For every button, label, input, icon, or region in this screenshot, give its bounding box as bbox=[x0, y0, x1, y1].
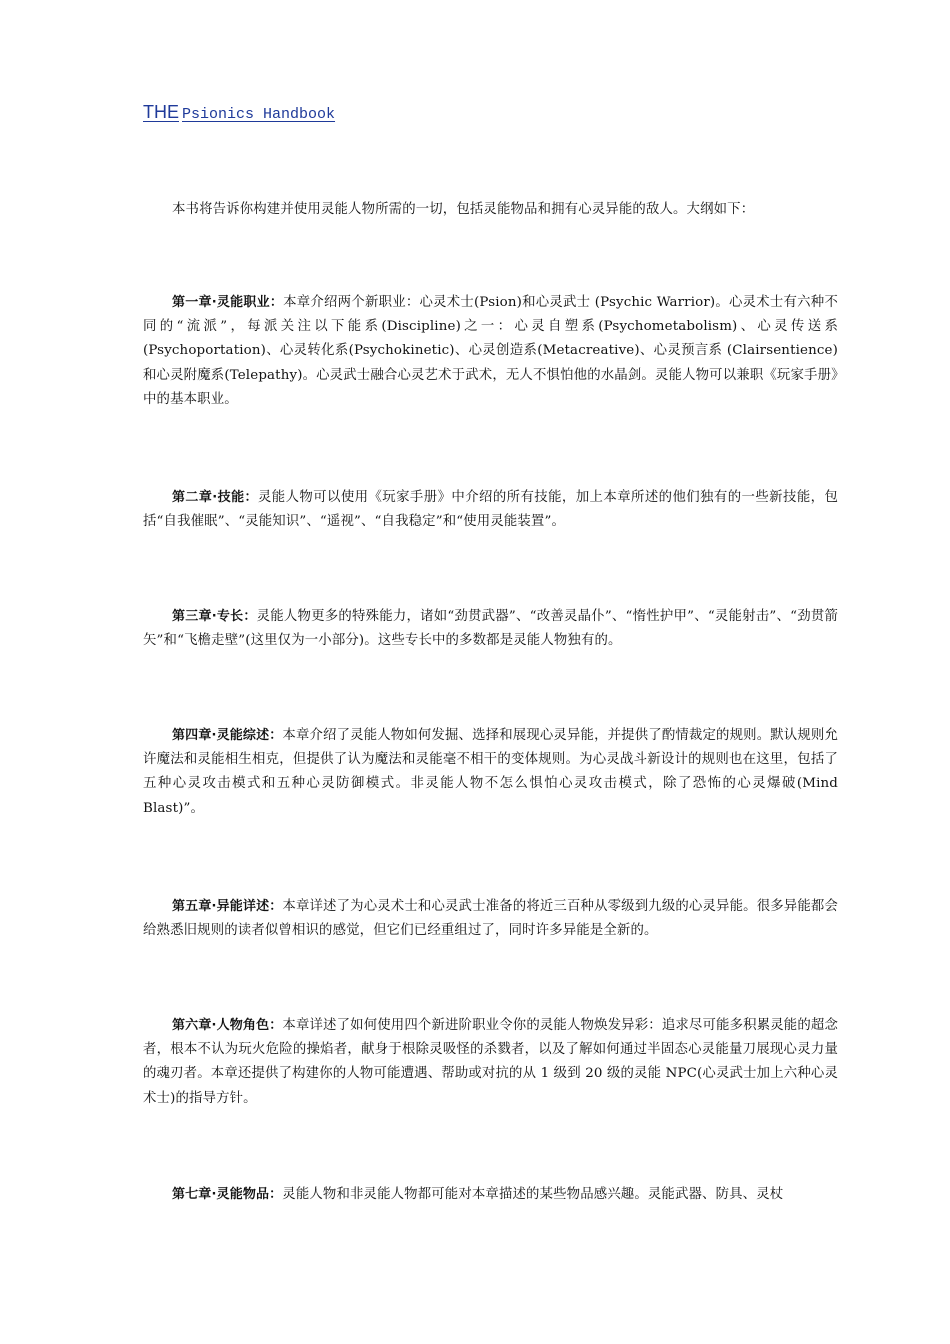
chapter-7-heading: 第七章·灵能物品： bbox=[172, 1187, 283, 1202]
chapter-5-paragraph bbox=[143, 895, 838, 943]
chapter-2-paragraph bbox=[143, 486, 838, 534]
chapter-3-body: 灵能人物更多的特殊能力，诸如“劲贯武器”、“改善灵晶仆”、“惰性护甲”、“灵能射击”、“劲贯箭矢”和“飞檐走壁”(这里仅为一小部分)。这些专长中的多数都是灵能人物独有的。 bbox=[143, 609, 838, 649]
chapter-1-paragraph bbox=[143, 291, 838, 412]
chapter-3-heading: 第三章·专长： bbox=[172, 609, 257, 624]
chapter-6-body: 本章详述了如何使用四个新进阶职业令你的灵能人物焕发异彩：追求尽可能多积累灵能的超念者，根本不认为玩火危险的操焰者，献身于根除灵吸怪的杀戮者，以及了解如何通过半固态心灵能量刀展现心灵力量的魂刃者。本章还提供了构建你的人物可能遭遇、帮助或对抗的从 1 级到 20 级的灵能 NPC(心灵武士加上六种心灵术士)的指导方针。 bbox=[143, 1018, 838, 1106]
chapter-5-body: 本章详述了为心灵术士和心灵武士准备的将近三百种从零级到九级的心灵异能。很多异能都会给熟悉旧规则的读者似曾相识的感觉，但它们已经重组过了，同时许多异能是全新的。 bbox=[143, 899, 838, 939]
chapter-5-heading: 第五章·异能详述： bbox=[172, 899, 283, 914]
chapter-3-paragraph bbox=[143, 605, 838, 653]
chapter-6-paragraph bbox=[143, 1014, 838, 1111]
chapter-1-heading: 第一章·灵能职业： bbox=[172, 295, 284, 310]
chapter-7-paragraph bbox=[143, 1183, 838, 1207]
title-rest: Psionics Handbook bbox=[182, 106, 336, 123]
chapter-4-paragraph bbox=[143, 724, 838, 821]
intro-paragraph: 本书将告诉你构建并使用灵能人物所需的一切，包括灵能物品和拥有心灵异能的敌人。大纲如下： bbox=[172, 202, 755, 217]
chapter-4-heading: 第四章·灵能综述： bbox=[172, 728, 283, 743]
chapter-2-heading: 第二章·技能： bbox=[172, 490, 258, 505]
chapter-2-body: 灵能人物可以使用《玩家手册》中介绍的所有技能，加上本章所述的他们独有的一些新技能，包括“自我催眠”、“灵能知识”、“遥视”、“自我稳定”和“使用灵能装置”。 bbox=[143, 490, 838, 530]
chapter-4-body: 本章介绍了灵能人物如何发掘、选择和展现心灵异能，并提供了酌情裁定的规则。默认规则允许魔法和灵能相生相克，但提供了认为魔法和灵能毫不相干的变体规则。为心灵战斗新设计的规则也在这里，包括了五种心灵攻击模式和五种心灵防御模式。非灵能人物不怎么惧怕心灵攻击模式，除了恐怖的心灵爆破(Mind Blast)”。 bbox=[143, 728, 838, 816]
title-prefix: THE bbox=[143, 102, 179, 122]
chapter-7-body: 灵能人物和非灵能人物都可能对本章描述的某些物品感兴趣。灵能武器、防具、灵杖 bbox=[282, 1187, 784, 1202]
chapter-1-body: 本章介绍两个新职业：心灵术士(Psion)和心灵武士 (Psychic Warrior)。心灵术士有六种不同的“流派”，每派关注以下能系(Discipline)之一：心灵自塑系(Psychometabolism)、心灵传送系(Psychoportation)、心灵转化系(Psychokinetic)、心灵创造系(Metacreative)、心灵预言系 (Clairsentience)和心灵附魔系(Telepathy)。心灵武士融合心灵艺术于武术，无人不惧怕他的水晶剑。灵能人物可以兼职《玩家手册》中的基本职业。 bbox=[143, 295, 838, 407]
chapter-6-heading: 第六章·人物角色： bbox=[172, 1018, 283, 1033]
handbook-title-link[interactable] bbox=[143, 101, 335, 126]
